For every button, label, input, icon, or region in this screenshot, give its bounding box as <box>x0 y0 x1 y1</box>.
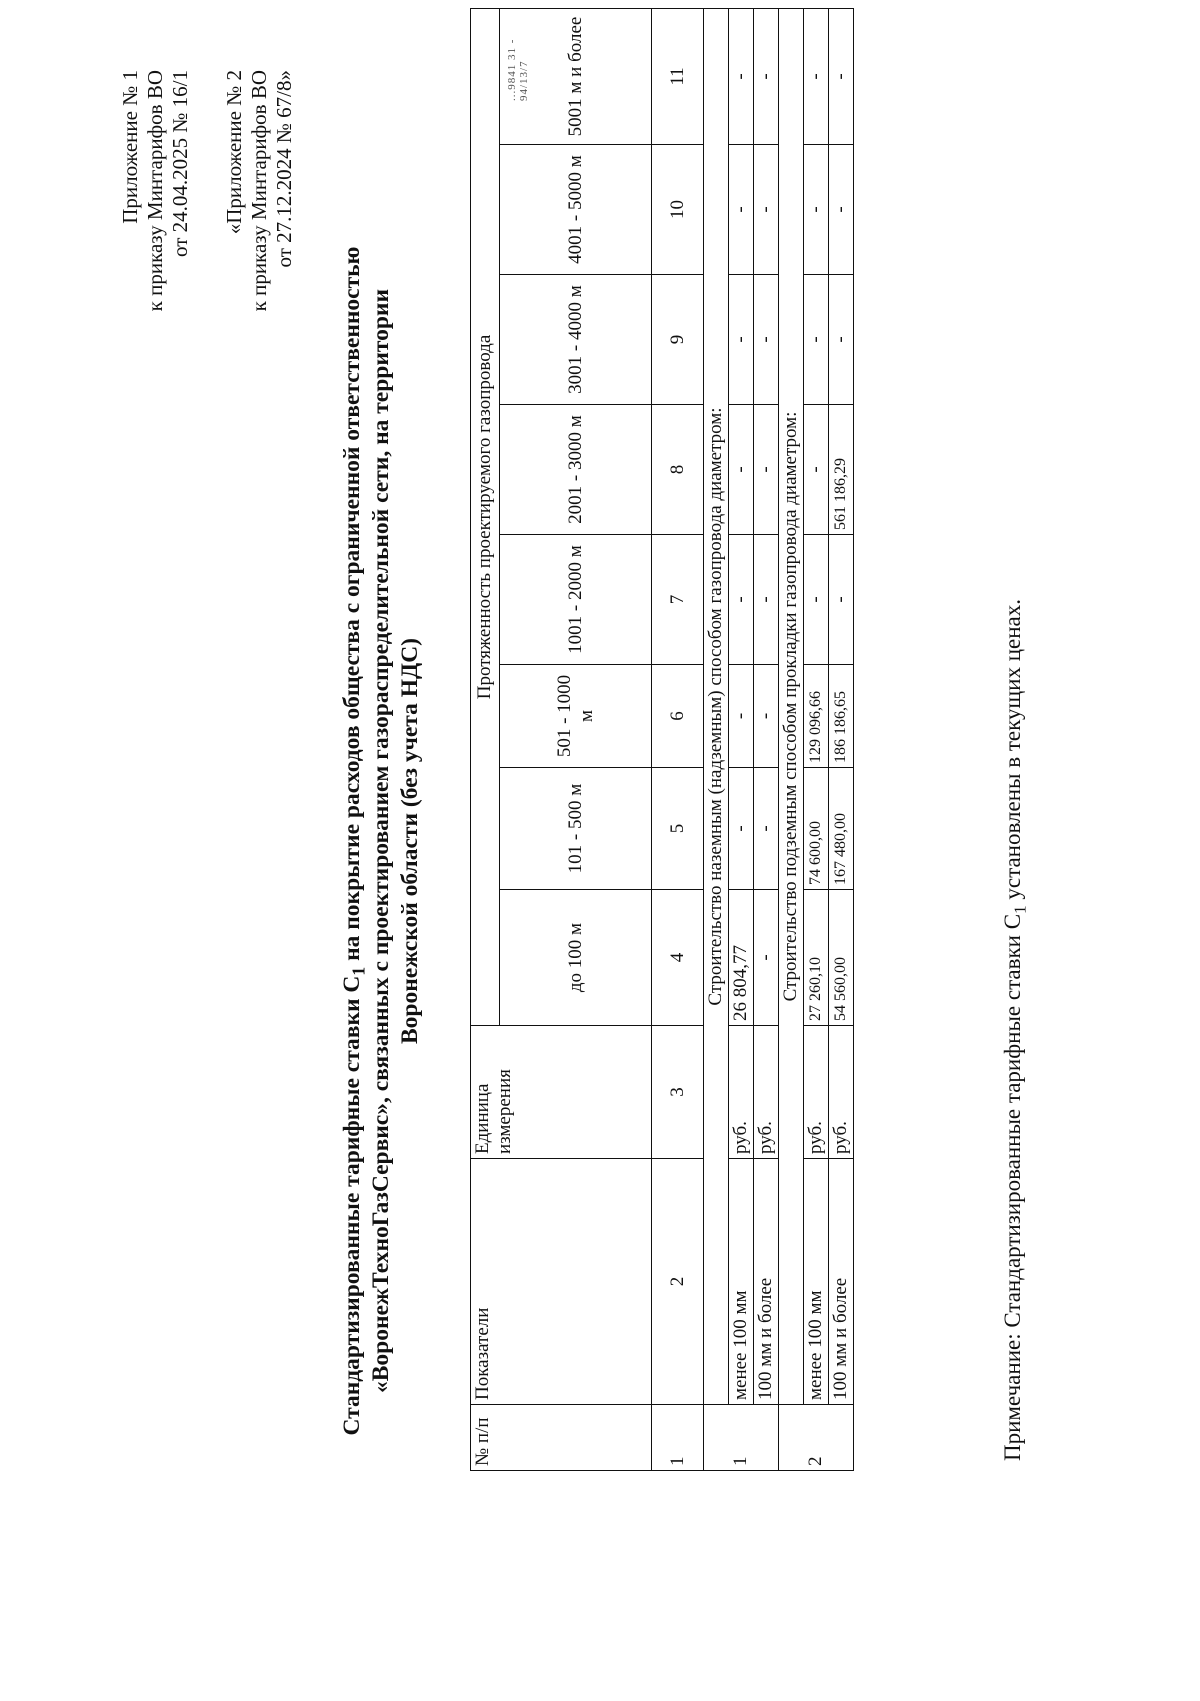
row-value: 167 480,00 <box>829 768 854 890</box>
title-line-2: «ВоронежТехноГазСервис», связанных с проектированием газораспределительной сети, на территории <box>368 288 394 1394</box>
header-range: 5001 м и более <box>500 8 652 144</box>
row-value: - <box>829 535 854 665</box>
appendix-current-line1: Приложение № 1 <box>118 70 142 224</box>
footnote-end: установлены в текущих ценах. <box>1000 598 1025 906</box>
row-value: - <box>754 8 779 144</box>
column-number: 5 <box>652 768 704 890</box>
title-line-3: Воронежской области (без учета НДС) <box>397 637 423 1045</box>
header-range: 1001 - 2000 м <box>500 535 652 665</box>
footnote-start: Примечание: Стандартизированные тарифные ставки С <box>1000 913 1025 1461</box>
appendix-current-line2: к приказу Минтарифов ВО <box>143 70 167 312</box>
row-value: - <box>829 275 854 405</box>
table-row <box>729 8 754 1470</box>
column-number: 3 <box>652 1026 704 1159</box>
footnote <box>1000 598 1030 1461</box>
section-1-number: 1 <box>704 1405 779 1471</box>
title-line-1-start: Стандартизированные тарифные ставки С <box>339 975 365 1436</box>
table-row <box>754 8 779 1470</box>
header-indicator: Показатели <box>471 1159 652 1405</box>
title-subscript: 1 <box>348 966 369 976</box>
row-value: 186 186,65 <box>829 665 854 768</box>
row-unit: руб. <box>754 1026 779 1159</box>
row-label: 100 мм и более <box>754 1159 779 1405</box>
table-row <box>829 8 854 1470</box>
row-value: 26 804,77 <box>729 890 754 1026</box>
section-1-title-row <box>704 8 729 1470</box>
header-range: до 100 м <box>500 890 652 1026</box>
row-unit: руб. <box>829 1026 854 1159</box>
column-number: 7 <box>652 535 704 665</box>
row-value: 74 600,00 <box>804 768 829 890</box>
appendix-current-line3: от 24.04.2025 № 16/1 <box>168 70 192 258</box>
row-value: 54 560,00 <box>829 890 854 1026</box>
row-value: - <box>754 405 779 535</box>
row-value: 561 186,29 <box>829 405 854 535</box>
table-header-row-1 <box>471 8 500 1470</box>
row-value: - <box>754 890 779 1026</box>
row-label: менее 100 мм <box>729 1159 754 1405</box>
appendix-previous-line3: от 27.12.2024 № 67/8» <box>272 70 296 268</box>
header-length-group: Протяженность проектируемого газопровода <box>471 8 500 1025</box>
title-line-1 <box>338 231 367 1451</box>
header-unit: Единица измерения <box>471 1026 652 1159</box>
row-value: - <box>729 405 754 535</box>
row-label: менее 100 мм <box>804 1159 829 1405</box>
row-value: - <box>729 665 754 768</box>
title-line-1-end: на покрытие расходов общества с ограниченной ответственностью <box>339 246 365 967</box>
footnote-subscript: 1 <box>1010 905 1030 914</box>
tariff-table <box>470 8 854 1471</box>
column-number: 10 <box>652 145 704 275</box>
appendix-previous <box>222 70 297 311</box>
appendix-previous-line1: «Приложение № 2 <box>222 70 246 235</box>
row-value: - <box>729 535 754 665</box>
row-unit: руб. <box>804 1026 829 1159</box>
row-label: 100 мм и более <box>829 1159 854 1405</box>
row-value: - <box>829 145 854 275</box>
section-1-title: Строительство наземным (надземным) способом газопровода диаметром: <box>704 8 729 1404</box>
appendix-current <box>118 70 193 311</box>
row-value: - <box>729 768 754 890</box>
section-2-title: Строительство подземным способом прокладки газопровода диаметром: <box>779 8 804 1404</box>
column-number-row <box>652 8 704 1470</box>
appendix-previous-line2: к приказу Минтарифов ВО <box>247 70 271 312</box>
column-number: 1 <box>652 1405 704 1471</box>
row-value: - <box>754 535 779 665</box>
row-value: - <box>754 768 779 890</box>
header-range: 501 - 1000 м <box>500 665 652 768</box>
column-number: 6 <box>652 665 704 768</box>
section-2-title-row <box>779 8 804 1470</box>
section-2-number: 2 <box>779 1405 854 1471</box>
row-value: - <box>804 535 829 665</box>
top-stamp-text: ...9841 31 - 94/13/7 <box>506 38 530 101</box>
header-range: 3001 - 4000 м <box>500 275 652 405</box>
row-value: - <box>754 665 779 768</box>
column-number: 2 <box>652 1159 704 1405</box>
row-value: - <box>829 8 854 144</box>
column-number: 8 <box>652 405 704 535</box>
row-value: - <box>729 275 754 405</box>
header-range: 101 - 500 м <box>500 768 652 890</box>
row-value: - <box>804 275 829 405</box>
row-value: 129 096,66 <box>804 665 829 768</box>
header-range: 2001 - 3000 м <box>500 405 652 535</box>
column-number: 11 <box>652 8 704 144</box>
table-row <box>804 8 829 1470</box>
row-unit: руб. <box>729 1026 754 1159</box>
row-value: - <box>729 145 754 275</box>
document-title <box>338 231 425 1451</box>
row-value: 27 260,10 <box>804 890 829 1026</box>
header-range: 4001 - 5000 м <box>500 145 652 275</box>
column-number: 9 <box>652 275 704 405</box>
row-value: - <box>804 145 829 275</box>
column-number: 4 <box>652 890 704 1026</box>
row-value: - <box>804 8 829 144</box>
row-value: - <box>754 145 779 275</box>
row-value: - <box>804 405 829 535</box>
row-value: - <box>729 8 754 144</box>
header-num: № п/п <box>471 1405 652 1471</box>
row-value: - <box>754 275 779 405</box>
